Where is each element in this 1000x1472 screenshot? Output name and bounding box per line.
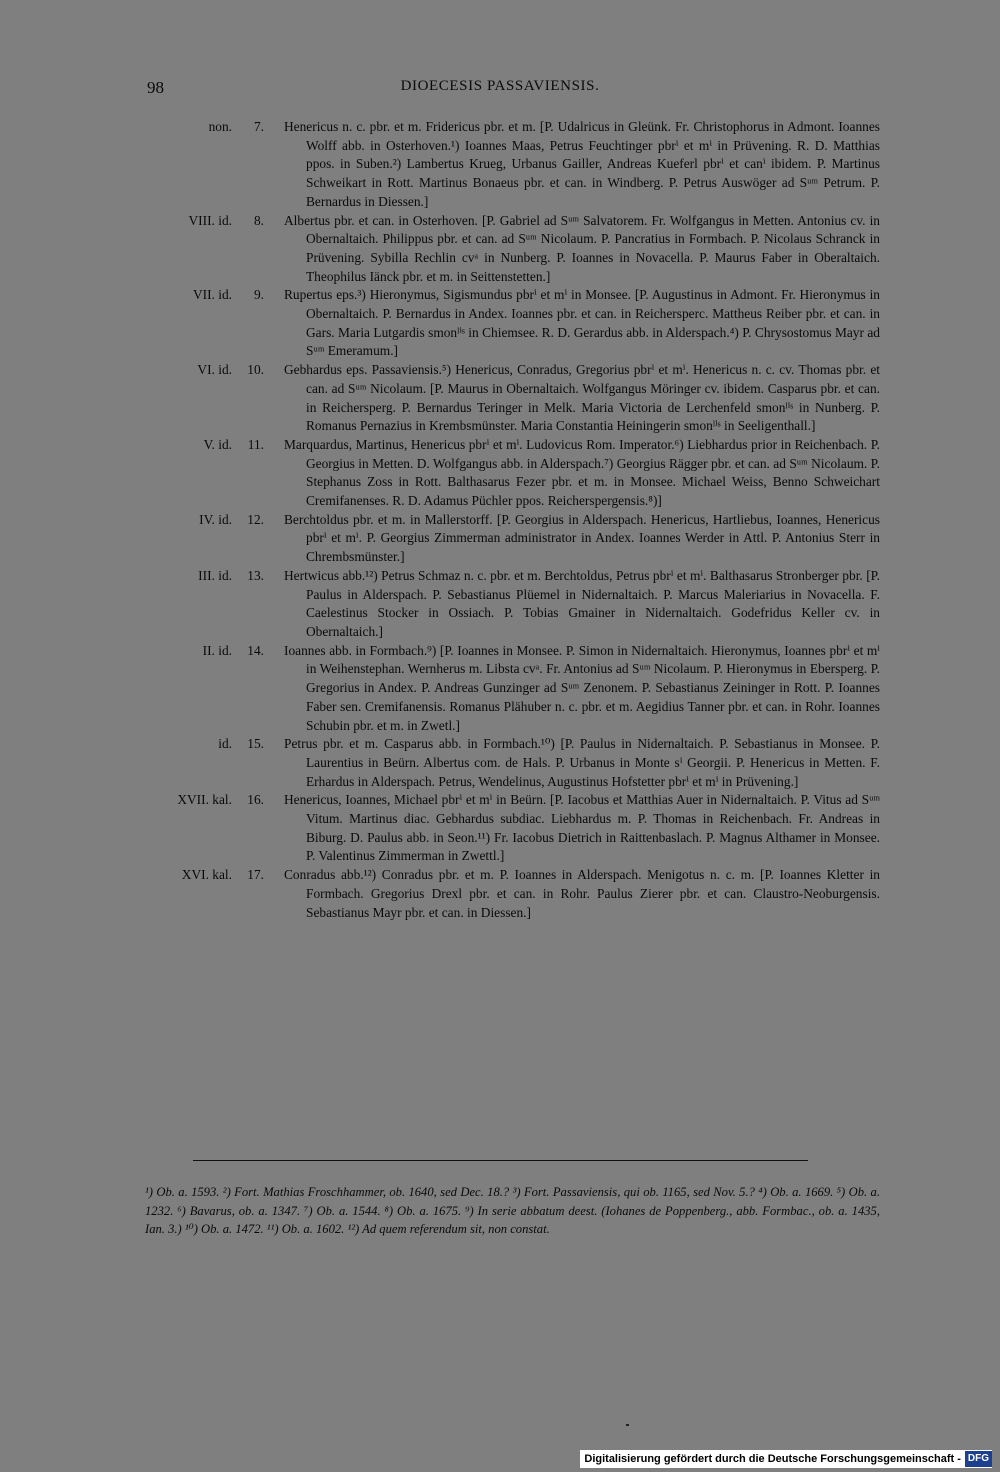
entry-text: Gebhardus eps. Passaviensis.⁵) Henericus, Conradus, Gregorius pbrⁱ et mⁱ. Henericus n. c. cv. Thomas pbr. et can. ad Sᵘᵐ Nicolaum. [P. Maurus in Obernaltaich. Wolfgangus Möringer cv. ibidem. Casparus pbr. et can. in Reichersperg. P. Bernardus Teringer in Melk. Maria Victoria de Lerchenfeld smonˡⁱˢ in Nunberg. P. Romanus Pernazius in Krembsmünster. Maria Constantia Heiningerin smonˡⁱˢ in Seeligenthall.] (284, 362, 880, 434)
page-title: DIOECESIS PASSAVIENSIS. (400, 78, 600, 94)
entry-date: id. (218, 736, 232, 752)
entry-day-number: 15. (247, 736, 264, 752)
entry-day-number: 10. (247, 362, 264, 378)
entry-text: Marquardus, Martinus, Henericus pbrⁱ et mⁱ. Ludovicus Rom. Imperator.⁶) Liebhardus prior in Reichenbach. P. Georgius in Metten. D. Wolfgangus abb. in Alderspach.⁷) Georgius Rägger pbr. et can. ad Sᵘᵐ Nicolaum. P. Stephanus Zoss in Rott. Balthasarus Fezer pbr. et m. in Monsee. Michael Weiss, Benno Schweichart Cremifanenses. R. D. Adamus Püchler ppos. Reicherspergensis.⁸)] (284, 436, 880, 509)
calendar-entry (0, 567, 1000, 642)
calendar-entry (0, 511, 1000, 567)
entry-text: Henericus n. c. pbr. et m. Fridericus pbr. et m. [P. Udalricus in Gleünk. Fr. Christophorus in Admont. Ioannes Wolff abb. in Osterhoven.¹) Ioannes Maas, Petrus Feuchtinger pbrⁱ et mⁱ in Prüvening. R. D. Matthias ppos. in Suben.²) Lambertus Krueg, Urbanus Gailler, Andreas Kueferl pbrⁱ et canⁱ ibidem. P. Martinus Schweikart in Rott. Martinus Bonaeus pbr. et can. in Windberg. P. Petrus Auswöger ad Sᵘᵐ Petrum. P. Bernardus in Diessen.] (284, 119, 880, 209)
entry-text: Petrus pbr. et m. Casparus abb. in Formbach.¹⁰) [P. Paulus in Nidernaltaich. P. Sebastianus in Monsee. P. Laurentius in Beürn. Albertus com. de Hals. P. Urbanus in Monte sⁱ Georgii. P. Henericus in Metten. F. Erhardus in Alderspach. Petrus, Wendelinus, Augustinus Hofstetter pbrⁱ et mⁱ in Prüvening.] (284, 736, 880, 789)
entry-text: Ioannes abb. in Formbach.⁹) [P. Ioannes in Monsee. P. Simon in Nidernaltaich. Hieronymus, Ioannes pbrⁱ et mⁱ in Weihenstephan. Wernherus m. Libsta cvᵃ. Fr. Antonius ad Sᵘᵐ Nicolaum. P. Hieronymus in Ebersperg. P. Gregorius in Andex. P. Andreas Gunzinger ad Sᵘᵐ Zenonem. P. Sebastianus Zeininger in Rott. P. Ioannes Faber sen. Cremifanensis. Romanus Plähuber n. c. pbr. et m. Aegidius Tanner pbr. et can. in Rohr. Ioannes Schubin pbr. et m. in Zwetl.] (284, 642, 880, 733)
calendar-entry (0, 642, 1000, 736)
entry-date: VI. id. (197, 362, 232, 378)
entry-text: Hertwicus abb.¹²) Petrus Schmaz n. c. pbr. et m. Berchtoldus, Petrus pbrⁱ et mⁱ. Balthasarus Stronberger pbr. [P. Paulus in Alderspach. P. Sebastianus Plüemel in Nidernaltaich. P. Marcus Maleriarius in Novacella. F. Caelestinus Stocker in Ossiach. P. Tobias Gmainer in Nidernaltaich. Godefridus Keller cv. in Obernaltaich.] (284, 567, 880, 639)
entry-day-number: 7. (253, 119, 264, 134)
entry-date: non. (208, 119, 232, 134)
footnote-divider (193, 1160, 808, 1161)
entry-day-number: 9. (253, 287, 264, 303)
entry-day-number: 12. (247, 511, 264, 527)
calendar-entry (0, 118, 1000, 212)
page-number: 98 (147, 78, 164, 97)
calendar-entry (0, 286, 1000, 361)
calendar-entry (0, 791, 1000, 866)
page-mark (626, 1424, 629, 1426)
entry-text: Henericus, Ioannes, Michael pbrⁱ et mⁱ in Beürn. [P. Iacobus et Matthias Auer in Nidernaltaich. P. Vitus ad Sᵘᵐ Vitum. Martinus diac. Gebhardus subdiac. Liebhardus m. P. Thomas in Reichenbach. Fr. Andreas in Biburg. D. Paulus abb. in Seon.¹¹) Fr. Iacobus Dietrich in Raittenbaslach. P. Magnus Althamer in Monsee. P. Valentinus Zimmerman in Zwettl.] (284, 792, 880, 864)
entry-day-number: 8. (253, 212, 264, 228)
entry-day-number: 17. (247, 867, 264, 883)
dfg-logo: DFG (965, 1451, 992, 1467)
calendar-entry (0, 436, 1000, 511)
page-header (0, 78, 1000, 102)
calendar-entry (0, 866, 1000, 922)
entry-text: Albertus pbr. et can. in Osterhoven. [P. Gabriel ad Sᵘᵐ Salvatorem. Fr. Wolfgangus in Metten. Antonius cv. in Obernaltaich. Philippus pbr. et can. ad Sᵘᵐ Nicolaum. P. Pancratius in Formbach. P. Nicolaus Schranck in Prüvening. Sybilla Rechlin cvᵃ in Nunberg. P. Ioannes in Novacella. P. Maurus Faber in Oberaltaich. Theophilus Iänck pbr. et m. in Seittenstetten.] (284, 212, 880, 284)
entry-date: II. id. (202, 642, 232, 658)
calendar-entry (0, 212, 1000, 287)
entry-date: XVI. kal. (181, 867, 232, 883)
entry-day-number: 11. (247, 436, 264, 452)
entry-day-number: 16. (247, 792, 264, 808)
entry-day-number: 13. (247, 567, 264, 583)
calendar-entries (0, 118, 1000, 922)
entry-text: Conradus abb.¹²) Conradus pbr. et m. P. Ioannes in Alderspach. Menigotus n. c. m. [P. Ioannes Kletter in Formbach. Gregorius Drexl pbr. et can. in Rohr. Paulus Zierer pbr. et can. Claustro-Neoburgensis. Sebastianus Mayr pbr. et can. in Diessen.] (284, 867, 880, 920)
funding-footer (580, 1450, 992, 1468)
calendar-entry (0, 735, 1000, 791)
entry-text: Rupertus eps.³) Hieronymus, Sigismundus pbrⁱ et mⁱ in Monsee. [P. Augustinus in Admont. Fr. Hieronymus in Obernaltaich. P. Bernardus in Andex. Ioannes pbr. et can. in Reichersperc. Mattheus Reiber pbr. et can. in Gars. Maria Lutgardis smonˡⁱˢ in Chiemsee. R. D. Gerardus abb. in Alderspach.⁴) P. Chrysostomus Mayr ad Sᵘᵐ Emeramum.] (284, 287, 880, 359)
entry-day-number: 14. (247, 642, 264, 658)
entry-date: IV. id. (199, 511, 232, 527)
entry-date: V. id. (203, 436, 232, 452)
entry-text: Berchtoldus pbr. et m. in Mallerstorff. [P. Georgius in Alderspach. Henericus, Hartliebus, Ioannes, Henericus pbrⁱ et mⁱ. P. Georgius Zimmerman administrator in Andex. Ioannes Werder in Attl. P. Antonius Sterr in Chrembsmünster.] (284, 511, 880, 565)
entry-date: VIII. id. (188, 212, 232, 228)
entry-date: III. id. (198, 567, 232, 583)
calendar-entry (0, 361, 1000, 436)
entry-date: VII. id. (192, 287, 232, 303)
footnotes: ¹) Ob. a. 1593. ²) Fort. Mathias Froschhammer, ob. 1640, sed Dec. 18.? ³) Fort. Passaviensis, qui ob. 1165, sed Nov. 5.? ⁴) Ob. a. 1669. ⁵) Ob. a. 1232. ⁶) Bavarus, ob. a. 1347. ⁷) Ob. a. 1544. ⁸) Ob. a. 1675. ⁹) In serie abbatum deest. (Iohanes de Poppenberg., abb. Formbac., ob. a. 1435, Ian. 3.) ¹⁰) Ob. a. 1472. ¹¹) Ob. a. 1602. ¹²) Ad quem referendum sit, non constat. (145, 1185, 880, 1236)
entry-date: XVII. kal. (177, 792, 232, 808)
funding-text: Digitalisierung gefördert durch die Deutsche Forschungsgemeinschaft - (584, 1453, 961, 1465)
